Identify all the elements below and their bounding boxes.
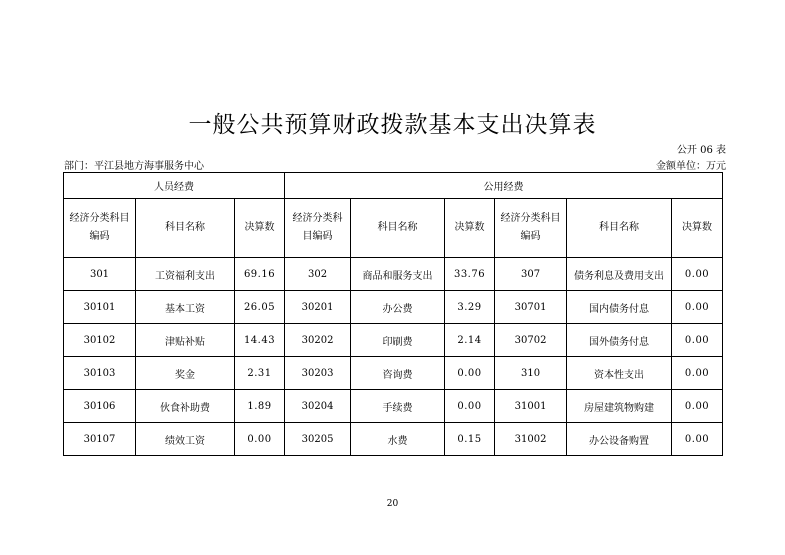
name-cell: 奖金 (136, 357, 235, 390)
name-cell: 印刷费 (351, 324, 445, 357)
code-cell: 30102 (64, 324, 136, 357)
amount-cell: 0.00 (235, 423, 285, 456)
amount-cell: 1.89 (235, 390, 285, 423)
page-title: 一般公共预算财政拨款基本支出决算表 (188, 112, 597, 138)
amount-cell: 26.05 (235, 291, 285, 324)
name-header: 科目名称 (351, 199, 445, 258)
name-cell: 手续费 (351, 390, 445, 423)
code-cell: 30201 (285, 291, 351, 324)
code-cell: 30701 (495, 291, 567, 324)
page-number: 20 (386, 499, 399, 509)
code-cell: 307 (495, 258, 567, 291)
amount-header: 决算数 (445, 199, 495, 258)
name-cell: 商品和服务支出 (351, 258, 445, 291)
personnel-group-header: 人员经费 (64, 173, 285, 199)
table-row (64, 291, 723, 324)
table-row (64, 390, 723, 423)
amount-cell: 0.00 (445, 390, 495, 423)
amount-header: 决算数 (672, 199, 723, 258)
amount-cell: 2.31 (235, 357, 285, 390)
public-group-header: 公用经费 (285, 173, 723, 199)
amount-cell: 0.00 (672, 324, 723, 357)
name-header: 科目名称 (567, 199, 672, 258)
code-cell: 30202 (285, 324, 351, 357)
name-cell: 资本性支出 (567, 357, 672, 390)
table-row (64, 357, 723, 390)
amount-cell: 3.29 (445, 291, 495, 324)
code-cell: 30103 (64, 357, 136, 390)
name-header: 科目名称 (136, 199, 235, 258)
department-label: 部门：平江县地方海事服务中心 (64, 161, 204, 172)
amount-cell: 33.76 (445, 258, 495, 291)
amount-cell: 2.14 (445, 324, 495, 357)
code-cell: 30204 (285, 390, 351, 423)
amount-cell: 0.15 (445, 423, 495, 456)
amount-header: 决算数 (235, 199, 285, 258)
code-cell: 302 (285, 258, 351, 291)
expenditure-table (63, 172, 723, 456)
name-cell: 水费 (351, 423, 445, 456)
amount-cell: 0.00 (672, 258, 723, 291)
amount-cell: 14.43 (235, 324, 285, 357)
code-cell: 30107 (64, 423, 136, 456)
name-cell: 国外债务付息 (567, 324, 672, 357)
table-row (64, 258, 723, 291)
code-header: 经济分类科目编码 (64, 199, 136, 258)
name-cell: 债务利息及费用支出 (567, 258, 672, 291)
table-row (64, 423, 723, 456)
name-cell: 伙食补助费 (136, 390, 235, 423)
name-cell: 咨询费 (351, 357, 445, 390)
code-header: 经济分类科目编码 (285, 199, 351, 258)
code-cell: 310 (495, 357, 567, 390)
code-cell: 30205 (285, 423, 351, 456)
name-cell: 办公设备购置 (567, 423, 672, 456)
code-cell: 301 (64, 258, 136, 291)
code-header: 经济分类科目编码 (495, 199, 567, 258)
amount-cell: 69.16 (235, 258, 285, 291)
amount-cell: 0.00 (672, 291, 723, 324)
amount-cell: 0.00 (672, 390, 723, 423)
code-cell: 31001 (495, 390, 567, 423)
name-cell: 办公费 (351, 291, 445, 324)
code-cell: 30101 (64, 291, 136, 324)
table-row (64, 324, 723, 357)
form-number: 公开 06 表 (676, 145, 726, 156)
name-cell: 津贴补贴 (136, 324, 235, 357)
name-cell: 工资福利支出 (136, 258, 235, 291)
name-cell: 房屋建筑物购建 (567, 390, 672, 423)
amount-cell: 0.00 (445, 357, 495, 390)
code-cell: 30203 (285, 357, 351, 390)
name-cell: 基本工资 (136, 291, 235, 324)
code-cell: 30702 (495, 324, 567, 357)
amount-cell: 0.00 (672, 357, 723, 390)
name-cell: 绩效工资 (136, 423, 235, 456)
amount-cell: 0.00 (672, 423, 723, 456)
code-cell: 31002 (495, 423, 567, 456)
name-cell: 国内债务付息 (567, 291, 672, 324)
code-cell: 30106 (64, 390, 136, 423)
amount-unit-label: 金额单位：万元 (656, 161, 726, 172)
